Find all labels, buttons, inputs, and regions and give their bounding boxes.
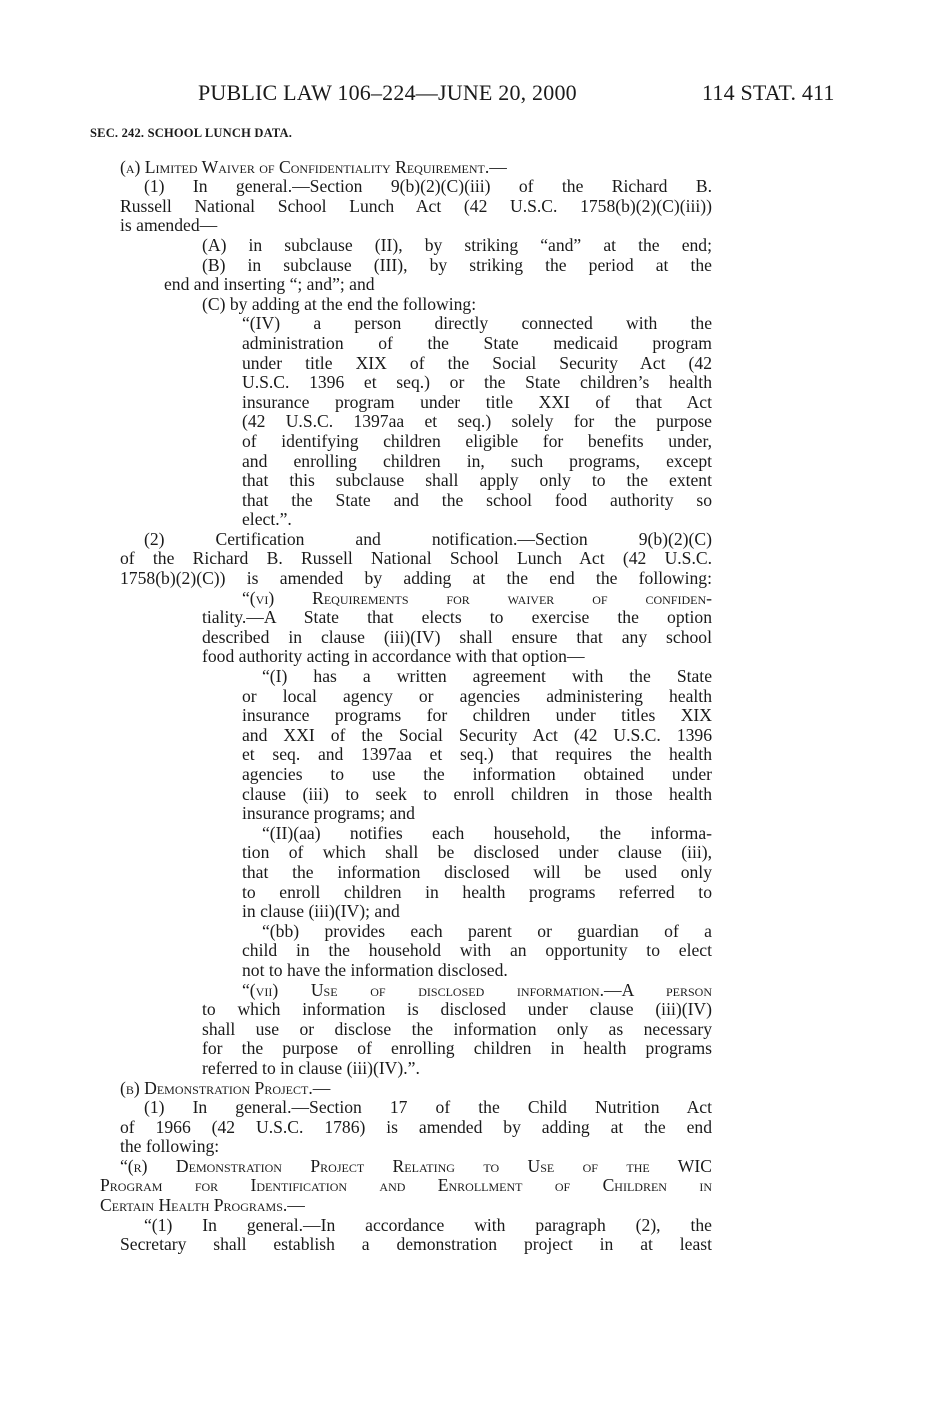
text-line: (1) In general.—Section 17 of the Child Nutrition Act bbox=[144, 1097, 712, 1118]
text-line: not to have the information disclosed. bbox=[242, 959, 508, 980]
text-line: Secretary shall establish a demonstration project in at least bbox=[120, 1234, 712, 1255]
text-line: child in the household with an opportunity to elect bbox=[242, 940, 712, 961]
text-line: agencies to use the information obtained under bbox=[242, 764, 712, 784]
section-heading: SEC. 242. SCHOOL LUNCH DATA. bbox=[90, 126, 293, 140]
text-line: shall use or disclose the information only as necessary bbox=[202, 1018, 712, 1039]
text-line: under title XIX of the Social Security Act (42 bbox=[242, 352, 712, 373]
text-line: clause (iii) to seek to enroll children in those health bbox=[242, 783, 712, 804]
text-line: administration of the State medicaid program bbox=[242, 332, 712, 353]
text-line: to enroll children in health programs referred to bbox=[242, 881, 712, 902]
text-line: (2) Certification and notification.—Section 9(b)(2)(C) bbox=[144, 528, 712, 549]
text-line: “(I) has a written agreement with the State bbox=[262, 666, 712, 687]
text-line: (B) in subclause (III), by striking the period at the bbox=[202, 254, 712, 275]
document-body bbox=[90, 124, 712, 1255]
text-line: is amended— bbox=[120, 215, 218, 236]
text-line: for the purpose of enrolling children in health programs bbox=[202, 1038, 712, 1059]
text-line: (1) In general.—Section 9(b)(2)(C)(iii) of the Richard B. bbox=[144, 176, 712, 197]
text-line: (C) by adding at the end the following: bbox=[202, 293, 477, 314]
text-line: insurance program under title XXI of that Act bbox=[242, 391, 712, 412]
text-line: and enrolling children in, such programs, except bbox=[242, 450, 712, 471]
text-line: the following: bbox=[120, 1136, 220, 1157]
text-line: that this subclause shall apply only to the extent bbox=[242, 470, 712, 491]
text-line: Program for Identification and Enrollment of Children in bbox=[100, 1175, 712, 1196]
text-line: insurance programs; and bbox=[242, 803, 415, 824]
text-line: (A) in subclause (II), by striking “and” at the end; bbox=[202, 234, 712, 255]
running-title: PUBLIC LAW 106–224—JUNE 20, 2000 bbox=[198, 80, 577, 105]
text-line: “(1) In general.—In accordance with paragraph (2), the bbox=[144, 1214, 712, 1235]
text-line: “(vii) Use of disclosed information.—A person bbox=[242, 979, 712, 1000]
text-line: end and inserting “; and”; and bbox=[164, 274, 375, 295]
text-line: insurance programs for children under titles XIX bbox=[242, 705, 712, 726]
text-line: (42 U.S.C. 1397aa et seq.) solely for the purpose bbox=[242, 411, 712, 432]
text-line: in clause (iii)(IV); and bbox=[242, 901, 400, 922]
text-line: “(bb) provides each parent or guardian of a bbox=[262, 920, 712, 941]
text-line: of the Richard B. Russell National School Lunch Act (42 U.S.C. bbox=[120, 548, 712, 569]
text-line: “(IV) a person directly connected with the bbox=[242, 313, 712, 334]
statute-page-number: 114 STAT. 411 bbox=[702, 80, 835, 105]
text-line: 1758(b)(2)(C)) is amended by adding at the end the following: bbox=[120, 568, 712, 589]
text-line: described in clause (iii)(IV) shall ensure that any school bbox=[202, 626, 712, 647]
text-line: or local agency or agencies administering health bbox=[242, 685, 712, 706]
text-line: of identifying children eligible for benefits under, bbox=[242, 430, 712, 451]
text-line: that the State and the school food authority so bbox=[242, 489, 712, 510]
text-line: referred to in clause (iii)(IV).”. bbox=[202, 1057, 420, 1078]
text-line: Russell National School Lunch Act (42 U.S.C. 1758(b)(2)(C)(iii)) bbox=[120, 195, 712, 216]
text-line: tion of which shall be disclosed under clause (iii), bbox=[242, 842, 712, 863]
text-line: (b) Demonstration Project.— bbox=[120, 1077, 331, 1098]
text-line: and XXI of the Social Security Act (42 U.S.C. 1396 bbox=[242, 724, 712, 745]
text-line: “(vi) Requirements for waiver of confiden- bbox=[242, 587, 712, 608]
text-line: et seq. and 1397aa et seq.) that requires the health bbox=[242, 744, 712, 765]
text-line: that the information disclosed will be used only bbox=[242, 861, 712, 882]
text-line: of 1966 (42 U.S.C. 1786) is amended by adding at the end bbox=[120, 1116, 712, 1137]
text-line: to which information is disclosed under clause (iii)(IV) bbox=[202, 999, 712, 1020]
text-line: tiality.—A State that elects to exercise the option bbox=[202, 607, 712, 628]
text-line: elect.”. bbox=[242, 509, 292, 530]
text-line: food authority acting in accordance with that option— bbox=[202, 646, 585, 667]
text-line: “(II)(aa) notifies each household, the informa- bbox=[262, 822, 712, 843]
text-line: U.S.C. 1396 et seq.) or the State children’s health bbox=[242, 372, 712, 393]
page-header bbox=[0, 80, 949, 110]
text-line: “(r) Demonstration Project Relating to Use of the WIC bbox=[120, 1155, 712, 1176]
text-line: (a) Limited Waiver of Confidentiality Requirement.— bbox=[120, 156, 507, 177]
text-line: Certain Health Programs.— bbox=[100, 1195, 305, 1216]
